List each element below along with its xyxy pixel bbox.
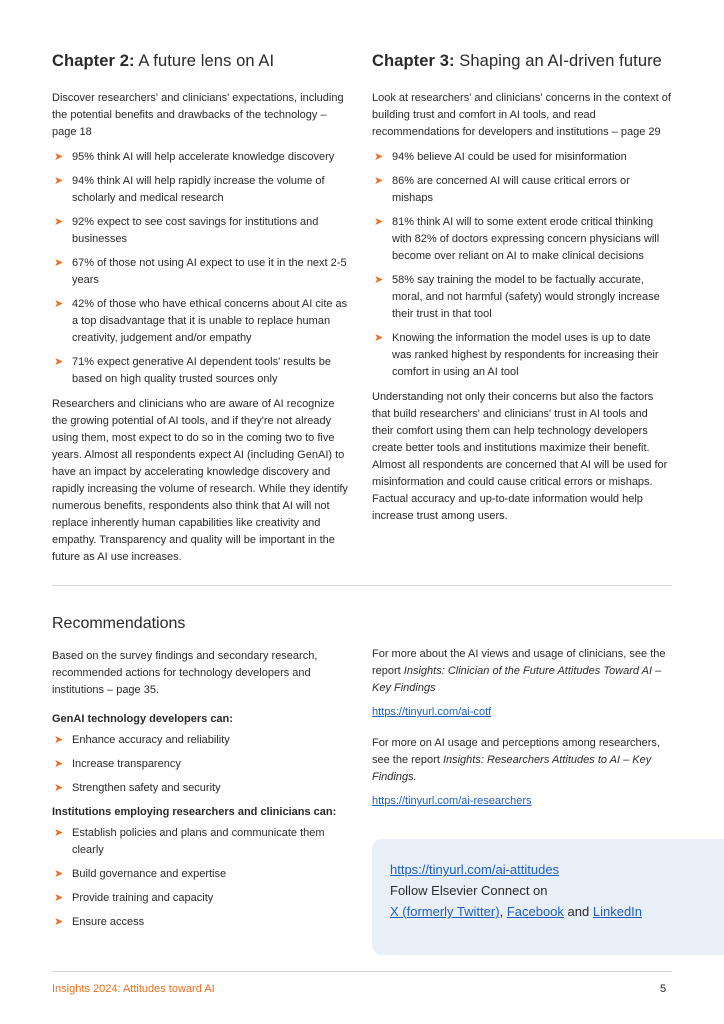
- arrow-icon: ➤: [374, 175, 384, 187]
- arrow-icon: ➤: [374, 216, 384, 228]
- bullet-text: Provide training and capacity: [72, 892, 214, 904]
- arrow-icon: ➤: [374, 151, 384, 163]
- comma: ,: [499, 904, 504, 919]
- list-item: [372, 149, 672, 166]
- facebook-link[interactable]: Facebook: [506, 904, 564, 919]
- clinician-report-title: Insights: Clinician of the Future Attitudes Toward AI – Key Findings: [372, 665, 662, 694]
- chapter-3-number: Chapter 3:: [372, 52, 455, 70]
- bullet-text: Enhance accuracy and reliability: [72, 734, 230, 746]
- follow-text: Follow Elsevier Connect on: [390, 883, 548, 898]
- institutions-list: [52, 825, 352, 931]
- clinician-report-link[interactable]: https://tinyurl.com/ai-cotf: [372, 706, 492, 718]
- bullet-text: Strengthen safety and security: [72, 782, 221, 794]
- list-item: [52, 890, 352, 907]
- social-links: [390, 901, 642, 922]
- chapter-2-title: A future lens on AI: [138, 52, 275, 70]
- bullet-text: 71% expect generative AI dependent tools' results be based on high quality trusted sources only: [72, 356, 331, 385]
- chapter-2-heading: [52, 50, 352, 72]
- social-callout-box: [372, 839, 724, 955]
- chapter-2-intro: Discover researchers' and clinicians' expectations, including the potential benefits and drawbacks of the technology – page 18: [52, 92, 344, 138]
- recommendations-intro: Based on the survey findings and secondary research, recommended actions for technology developers and institutions – page 35.: [52, 650, 318, 696]
- researcher-report-title: Insights: Researchers Attitudes to AI – Key Findings.: [372, 754, 652, 783]
- list-item: [52, 825, 352, 859]
- chapter-3-body: Understanding not only their concerns but also the factors that build researchers' and clinicians' trust in AI tools and their comfort using them can help technology developers create better tools and institutions maximize their benefit. Almost all respondents are concerned that AI will be used for misinformation and could cause critical errors or mishaps. Factual accuracy and up-to-date information would help increase trust among users.: [372, 391, 668, 522]
- arrow-icon: ➤: [54, 827, 64, 839]
- attitudes-link[interactable]: https://tinyurl.com/ai-attitudes: [390, 862, 560, 877]
- chapter-3-heading: [372, 50, 672, 72]
- chapter-2-section: [52, 50, 352, 566]
- chapter-3-section: [372, 50, 672, 525]
- chapter-3-title: Shaping an AI-driven future: [459, 52, 662, 70]
- bullet-text: 42% of those who have ethical concerns about AI cite as a top disadvantage that it is unable to replace human creativity, judgement and/or empathy: [72, 298, 348, 344]
- list-item: [372, 330, 672, 381]
- bullet-text: 92% expect to see cost savings for institutions and businesses: [72, 216, 319, 245]
- arrow-icon: ➤: [54, 916, 64, 928]
- list-item: [372, 272, 672, 323]
- bullet-text: Ensure access: [72, 916, 145, 928]
- researcher-report-link[interactable]: https://tinyurl.com/ai-researchers: [372, 795, 532, 807]
- chapter-3-bullets: [372, 149, 672, 381]
- clinician-report-text: [372, 646, 672, 697]
- bullet-text: 86% are concerned AI will cause critical errors or mishaps: [392, 175, 630, 204]
- list-item: [52, 780, 352, 797]
- list-item: [52, 255, 352, 289]
- bullet-text: 94% think AI will help rapidly increase the volume of scholarly and medical research: [72, 175, 325, 204]
- arrow-icon: ➤: [54, 257, 64, 269]
- list-item: [372, 173, 672, 207]
- section-divider: [52, 585, 672, 586]
- list-item: [52, 214, 352, 248]
- arrow-icon: ➤: [54, 892, 64, 904]
- footer-divider: [52, 971, 672, 972]
- arrow-icon: ➤: [374, 274, 384, 286]
- chapter-2-body: Researchers and clinicians who are aware of AI recognize the growing potential of AI tools, and if they're not already using them, most expect to do so in the coming two to five years. Almost all respondents expect AI (including GenAI) to have an impact by accelerating knowledge discovery and rapidly increasing the volume of research. While they identify numerous benefits, respondents also think that AI will not replace inherently human capabilities like creativity and empathy. Transparency and quality will be important in the future as AI use increases.: [52, 398, 348, 563]
- recommendations-section: [52, 648, 352, 939]
- arrow-icon: ➤: [54, 216, 64, 228]
- list-item: [52, 756, 352, 773]
- researcher-report-lead: For more on AI usage and perceptions among researchers, see the report: [372, 737, 660, 766]
- bullet-text: 94% believe AI could be used for misinformation: [392, 151, 627, 163]
- arrow-icon: ➤: [54, 782, 64, 794]
- list-item: [52, 914, 352, 931]
- footer-title: Insights 2024: Attitudes toward AI: [52, 983, 215, 995]
- bullet-text: 67% of those not using AI expect to use it in the next 2-5 years: [72, 257, 347, 286]
- list-item: [52, 732, 352, 749]
- arrow-icon: ➤: [54, 175, 64, 187]
- arrow-icon: ➤: [374, 332, 384, 344]
- bullet-text: 58% say training the model to be factually accurate, moral, and not harmful (safety) would strongly increase their trust in that tool: [392, 274, 660, 320]
- linkedin-link[interactable]: LinkedIn: [592, 904, 643, 919]
- bullet-text: 81% think AI will to some extent erode critical thinking with 82% of doctors expressing concern physicians will become over reliant on AI to make clinical decisions: [392, 216, 660, 262]
- developers-list: [52, 732, 352, 797]
- x-link[interactable]: X (formerly Twitter): [390, 904, 500, 919]
- list-item: [52, 149, 352, 166]
- researcher-report-text: [372, 735, 672, 786]
- institutions-heading: Institutions employing researchers and clinicians can:: [52, 806, 337, 818]
- recommendations-title: Recommendations: [52, 615, 186, 632]
- bullet-text: Establish policies and plans and communicate them clearly: [72, 827, 325, 856]
- arrow-icon: ➤: [54, 758, 64, 770]
- list-item: [52, 296, 352, 347]
- clinician-report-lead: For more about the AI views and usage of clinicians, see the report: [372, 648, 666, 677]
- developers-heading: GenAI technology developers can:: [52, 713, 233, 725]
- list-item: [372, 214, 672, 265]
- list-item: [52, 866, 352, 883]
- list-item: [52, 173, 352, 207]
- bullet-text: Knowing the information the model uses is up to date was ranked highest by respondents for increasing their comfort in using an AI tool: [392, 332, 659, 378]
- chapter-2-bullets: [52, 149, 352, 388]
- list-item: [52, 354, 352, 388]
- arrow-icon: ➤: [54, 151, 64, 163]
- bullet-text: 95% think AI will help accelerate knowledge discovery: [72, 151, 335, 163]
- further-reading-section: [372, 646, 672, 810]
- arrow-icon: ➤: [54, 356, 64, 368]
- and-text: and: [567, 904, 590, 919]
- chapter-2-number: Chapter 2:: [52, 52, 135, 70]
- chapter-3-intro: Look at researchers' and clinicians' concerns in the context of building trust and comfort in AI tools, and read recommendations for developers and institutions – page 29: [372, 92, 671, 138]
- page-number: 5: [660, 983, 667, 995]
- bullet-text: Build governance and expertise: [72, 868, 227, 880]
- bullet-text: Increase transparency: [72, 758, 181, 770]
- arrow-icon: ➤: [54, 298, 64, 310]
- arrow-icon: ➤: [54, 734, 64, 746]
- arrow-icon: ➤: [54, 868, 64, 880]
